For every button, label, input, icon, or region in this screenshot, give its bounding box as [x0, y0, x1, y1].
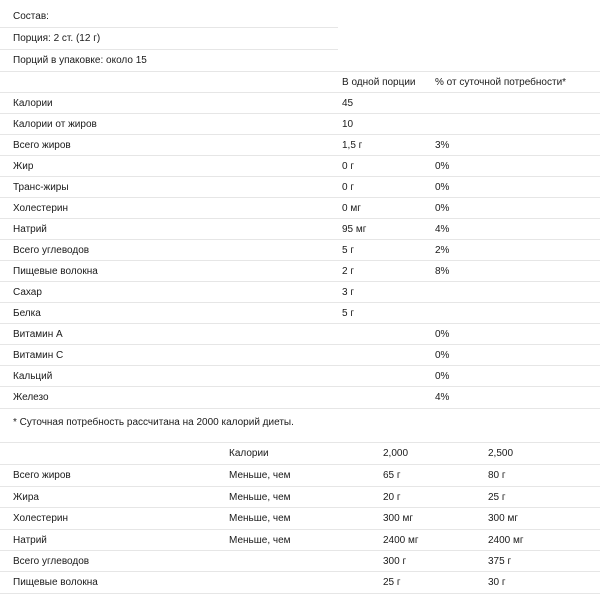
value-2000: 25 г — [383, 577, 401, 588]
divider — [0, 323, 600, 324]
nutrient-name: Холестерин — [13, 513, 68, 524]
table-row — [0, 114, 600, 135]
nutrient-name: Натрий — [13, 535, 47, 546]
limit-label: Меньше, чем — [229, 535, 291, 546]
divider — [0, 197, 600, 198]
table-row — [0, 487, 600, 508]
nutrient-name: Холестерин — [13, 203, 68, 214]
table-row — [0, 508, 600, 529]
table-row — [0, 219, 600, 240]
footnote-row — [0, 412, 600, 433]
value-2500: 25 г — [488, 492, 506, 503]
nutrient-name: Пищевые волокна — [13, 266, 98, 277]
table-row — [0, 345, 600, 366]
limit-label: Меньше, чем — [229, 513, 291, 524]
nutrient-name: Всего жиров — [13, 140, 71, 151]
table-row — [0, 240, 600, 261]
divider — [0, 593, 600, 594]
table-row — [0, 156, 600, 177]
value-2000: 20 г — [383, 492, 401, 503]
divider — [0, 176, 600, 177]
divider — [0, 408, 600, 409]
table-row — [0, 135, 600, 156]
table-row — [0, 282, 600, 303]
nutrient-name: Железо — [13, 392, 49, 403]
value-2000: 300 мг — [383, 513, 413, 524]
nutrient-name: Калории от жиров — [13, 119, 97, 130]
daily-value-percent: 4% — [435, 392, 450, 403]
divider — [0, 239, 600, 240]
divider — [0, 344, 600, 345]
nutrient-name: Всего жиров — [13, 470, 71, 481]
value-2000: 300 г — [383, 556, 407, 567]
value-2000: 65 г — [383, 470, 401, 481]
per-serving-value: 45 — [342, 98, 354, 109]
daily-table-header — [0, 443, 600, 464]
nutrient-name: Жира — [13, 492, 39, 503]
divider — [0, 365, 600, 366]
per-serving-value: 5 г — [342, 308, 354, 319]
daily-value-percent: 8% — [435, 266, 450, 277]
limit-label: Меньше, чем — [229, 492, 291, 503]
value-2500: 300 мг — [488, 513, 518, 524]
table-row — [0, 551, 600, 572]
daily-value-percent: 3% — [435, 140, 450, 151]
daily-value-percent: 0% — [435, 350, 450, 361]
limit-label: Меньше, чем — [229, 470, 291, 481]
daily-value-percent: 0% — [435, 329, 450, 340]
divider — [0, 218, 600, 219]
per-serving-value: 95 мг — [342, 224, 367, 235]
nutrient-name: Натрий — [13, 224, 47, 235]
divider — [0, 281, 600, 282]
table-row — [0, 572, 600, 593]
nutrient-name: Пищевые волокна — [13, 577, 98, 588]
daily-value-percent: 0% — [435, 161, 450, 172]
value-2500: 375 г — [488, 556, 512, 567]
composition-row — [0, 6, 600, 27]
table-row — [0, 465, 600, 486]
value-2500: 2400 мг — [488, 535, 524, 546]
table-row — [0, 303, 600, 324]
nutrient-name: Сахар — [13, 287, 42, 298]
divider — [0, 134, 600, 135]
nutrient-name: Всего углеводов — [13, 245, 90, 256]
table-row — [0, 324, 600, 345]
daily-value-percent: 0% — [435, 203, 450, 214]
nutrient-name: Калории — [13, 98, 53, 109]
daily-value-percent: 0% — [435, 371, 450, 382]
calories-2000: 2,000 — [383, 448, 409, 459]
table-row — [0, 177, 600, 198]
nutrient-name: Транс-жиры — [13, 182, 69, 193]
table-row — [0, 387, 600, 408]
nutrient-name: Кальций — [13, 371, 53, 382]
nutrient-name: Жир — [13, 161, 34, 172]
table-row — [0, 261, 600, 282]
servings-per-pack-label: Порций в упаковке: около 15 — [13, 55, 147, 66]
divider — [0, 386, 600, 387]
table-row — [0, 530, 600, 551]
per-serving-value: 3 г — [342, 287, 354, 298]
calories-label: Калории — [229, 448, 269, 459]
daily-value-percent: 4% — [435, 224, 450, 235]
divider — [0, 155, 600, 156]
table-row — [0, 366, 600, 387]
divider — [0, 260, 600, 261]
per-serving-value: 5 г — [342, 245, 354, 256]
per-serving-value: 0 г — [342, 182, 354, 193]
per-serving-value: 10 — [342, 119, 354, 130]
per-serving-value: 1,5 г — [342, 140, 363, 151]
table-row — [0, 198, 600, 219]
calories-2500: 2,500 — [488, 448, 514, 459]
per-serving-value: 0 г — [342, 161, 354, 172]
per-serving-value: 2 г — [342, 266, 354, 277]
table-row — [0, 93, 600, 114]
serving-label: Порция: 2 ст. (12 г) — [13, 33, 101, 44]
divider — [0, 302, 600, 303]
servings-per-pack-row — [0, 50, 600, 71]
serving-row — [0, 28, 600, 49]
value-2000: 2400 мг — [383, 535, 419, 546]
column-header-per-serving: В одной порции — [342, 77, 416, 88]
daily-value-percent: 2% — [435, 245, 450, 256]
value-2500: 80 г — [488, 470, 506, 481]
nutrition-table-header — [0, 72, 600, 93]
footnote: * Суточная потребность рассчитана на 2000 калорий диеты. — [13, 417, 294, 428]
nutrient-name: Витамин A — [13, 329, 63, 340]
value-2500: 30 г — [488, 577, 506, 588]
composition-label: Состав: — [13, 11, 49, 22]
daily-value-percent: 0% — [435, 182, 450, 193]
nutrient-name: Всего углеводов — [13, 556, 90, 567]
column-header-daily-value: % от суточной потребности* — [435, 77, 567, 88]
nutrient-name: Белка — [13, 308, 41, 319]
divider — [0, 113, 600, 114]
per-serving-value: 0 мг — [342, 203, 361, 214]
nutrient-name: Витамин C — [13, 350, 64, 361]
